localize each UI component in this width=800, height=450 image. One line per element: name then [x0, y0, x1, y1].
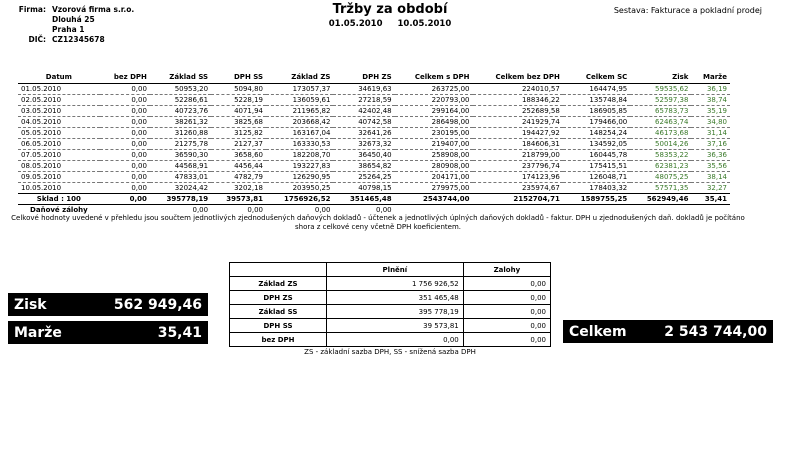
table-cell: 21275,78	[150, 139, 211, 150]
table-cell: 126290,95	[266, 172, 333, 183]
sum-cell: 35,41	[691, 194, 730, 205]
tax-cell-label: DPH SS	[230, 319, 327, 333]
table-cell: 4071,94	[211, 106, 266, 117]
dic-label: DIČ:	[28, 35, 46, 44]
table-row	[18, 150, 730, 161]
table-cell: 186905,85	[563, 106, 630, 117]
table-cell: 32641,26	[333, 128, 394, 139]
table-cell: 3202,18	[211, 183, 266, 194]
tax-cell-plneni: 1 756 926,52	[327, 277, 464, 291]
firma-label: Firma:	[18, 5, 46, 14]
table-cell: 36,19	[691, 84, 730, 95]
table-cell: 164474,95	[563, 84, 630, 95]
table-header	[18, 72, 730, 84]
tax-cell-zalohy: 0,00	[463, 305, 550, 319]
table-cell: 178403,32	[563, 183, 630, 194]
celkem-label: Celkem	[569, 323, 627, 340]
table-cell: 194427,92	[473, 128, 563, 139]
table-cell: 05.05.2010	[18, 128, 100, 139]
table-cell: 280908,00	[395, 161, 473, 172]
table-cell: 188346,22	[473, 95, 563, 106]
table-cell: 258908,00	[395, 150, 473, 161]
table-cell: 34619,63	[333, 84, 394, 95]
table-cell: 230195,00	[395, 128, 473, 139]
table-cell: 279975,00	[395, 183, 473, 194]
table-cell: 57571,35	[630, 183, 691, 194]
tax-body	[230, 277, 551, 347]
table-cell: 2127,37	[211, 139, 266, 150]
sum-cell: 395778,19	[150, 194, 211, 205]
sum-cell: 562949,46	[630, 194, 691, 205]
table-cell: 235974,67	[473, 183, 563, 194]
table-cell: 182208,70	[266, 150, 333, 161]
table-cell: 224010,57	[473, 84, 563, 95]
table-cell: 163330,53	[266, 139, 333, 150]
sum-cell: 0,00	[100, 194, 150, 205]
table-row	[18, 172, 730, 183]
table-cell: 0,00	[100, 84, 150, 95]
tax-cell-plneni: 0,00	[327, 333, 464, 347]
tax-row	[230, 291, 551, 305]
table-cell: 286498,00	[395, 117, 473, 128]
table-cell: 211965,82	[266, 106, 333, 117]
tax-cell-zalohy: 0,00	[463, 319, 550, 333]
column-header: Marže	[691, 72, 730, 84]
report-type: Sestava: Fakturace a pokladní prodej	[613, 6, 762, 15]
table-cell: 25264,25	[333, 172, 394, 183]
table-cell: 32024,42	[150, 183, 211, 194]
table-cell: 31260,88	[150, 128, 211, 139]
tax-footnote: ZS - základní sazba DPH, SS - snížená sazba DPH	[304, 348, 476, 356]
table-cell: 32,27	[691, 183, 730, 194]
column-header: Základ ZS	[266, 72, 333, 84]
table-cell: 06.05.2010	[18, 139, 100, 150]
tax-cell-label: bez DPH	[230, 333, 327, 347]
table-cell: 163167,04	[266, 128, 333, 139]
table-cell: 62381,23	[630, 161, 691, 172]
zisk-box	[8, 293, 208, 316]
celkem-box	[563, 320, 773, 343]
tax-cell-label: Základ ZS	[230, 277, 327, 291]
table-cell: 58353,22	[630, 150, 691, 161]
tax-cell-zalohy: 0,00	[463, 291, 550, 305]
dz-cell: 0,00	[247, 206, 264, 214]
zisk-value: 562 949,46	[113, 296, 202, 313]
table-cell: 160445,78	[563, 150, 630, 161]
table-cell: 40798,15	[333, 183, 394, 194]
table-cell: 10.05.2010	[18, 183, 100, 194]
table-cell: 38654,82	[333, 161, 394, 172]
table-row	[18, 117, 730, 128]
tax-row	[230, 277, 551, 291]
marze-label: Marže	[14, 324, 62, 341]
table-cell: 173057,37	[266, 84, 333, 95]
column-header: bez DPH	[100, 72, 150, 84]
tax-cell-label: Základ SS	[230, 305, 327, 319]
company-city: Praha 1	[52, 25, 85, 34]
table-cell: 220793,00	[395, 95, 473, 106]
company-info	[5, 5, 137, 45]
table-cell: 0,00	[100, 106, 150, 117]
table-cell: 4782,79	[211, 172, 266, 183]
dz-cell: 0,00	[314, 206, 331, 214]
table-cell: 135748,84	[563, 95, 630, 106]
table-cell: 48075,25	[630, 172, 691, 183]
table-row	[18, 95, 730, 106]
table-cell: 42402,48	[333, 106, 394, 117]
company-street: Dlouhá 25	[52, 15, 95, 24]
table-cell: 299164,00	[395, 106, 473, 117]
table-cell: 219407,00	[395, 139, 473, 150]
tax-corner	[230, 263, 327, 277]
table-cell: 62463,74	[630, 117, 691, 128]
table-cell: 241929,74	[473, 117, 563, 128]
report-period	[250, 19, 530, 29]
column-header: Datum	[18, 72, 100, 84]
table-cell: 32673,32	[333, 139, 394, 150]
table-cell: 46173,68	[630, 128, 691, 139]
table-cell: 27218,59	[333, 95, 394, 106]
column-header: DPH ZS	[333, 72, 394, 84]
table-cell: 126048,71	[563, 172, 630, 183]
table-row	[18, 139, 730, 150]
table-cell: 0,00	[100, 128, 150, 139]
sum-cell: 2543744,00	[395, 194, 473, 205]
table-cell: 52597,38	[630, 95, 691, 106]
column-header: Celkem s DPH	[395, 72, 473, 84]
table-row	[18, 183, 730, 194]
table-cell: 34,80	[691, 117, 730, 128]
table-cell: 5228,19	[211, 95, 266, 106]
table-cell: 203950,25	[266, 183, 333, 194]
report-title: Tržby za období	[332, 2, 448, 17]
table-cell: 36590,30	[150, 150, 211, 161]
table-cell: 134592,05	[563, 139, 630, 150]
table-cell: 36,36	[691, 150, 730, 161]
sum-row	[18, 194, 730, 205]
table-cell: 4456,44	[211, 161, 266, 172]
dz-cell: 0,00	[192, 206, 209, 214]
table-row	[18, 106, 730, 117]
sum-cell: 1589755,25	[563, 194, 630, 205]
tax-col-plneni: Plnění	[327, 263, 464, 277]
sales-table	[18, 72, 730, 215]
tax-col-zalohy: Zalohy	[463, 263, 550, 277]
table-cell: 263725,00	[395, 84, 473, 95]
table-cell: 193227,83	[266, 161, 333, 172]
table-cell: 50953,20	[150, 84, 211, 95]
zisk-label: Zisk	[14, 296, 47, 313]
table-cell: 47833,01	[150, 172, 211, 183]
table-cell: 3125,82	[211, 128, 266, 139]
table-cell: 35,19	[691, 106, 730, 117]
tax-cell-plneni: 39 573,81	[327, 319, 464, 333]
table-cell: 3658,60	[211, 150, 266, 161]
company-name: Vzorová firma s.r.o.	[52, 5, 135, 14]
company-dic: CZ12345678	[52, 35, 105, 44]
sum-cell: 2152704,71	[473, 194, 563, 205]
table-cell: 0,00	[100, 117, 150, 128]
table-cell: 01.05.2010	[18, 84, 100, 95]
table-cell: 0,00	[100, 139, 150, 150]
table-cell: 59535,62	[630, 84, 691, 95]
celkem-value: 2 543 744,00	[664, 323, 767, 340]
column-header: Celkem bez DPH	[473, 72, 563, 84]
tax-row	[230, 319, 551, 333]
table-cell: 09.05.2010	[18, 172, 100, 183]
table-cell: 08.05.2010	[18, 161, 100, 172]
table-cell: 252689,58	[473, 106, 563, 117]
sum-cell: 351465,48	[333, 194, 394, 205]
table-row	[18, 84, 730, 95]
marze-value: 35,41	[157, 324, 202, 341]
table-body	[18, 84, 730, 216]
table-cell: 40723,76	[150, 106, 211, 117]
table-cell: 204171,00	[395, 172, 473, 183]
tax-cell-zalohy: 0,00	[463, 333, 550, 347]
table-cell: 35,56	[691, 161, 730, 172]
table-cell: 65783,73	[630, 106, 691, 117]
table-cell: 07.05.2010	[18, 150, 100, 161]
table-cell: 02.05.2010	[18, 95, 100, 106]
table-cell: 0,00	[100, 95, 150, 106]
tax-cell-plneni: 395 778,19	[327, 305, 464, 319]
table-cell: 0,00	[100, 183, 150, 194]
tax-cell-label: DPH ZS	[230, 291, 327, 305]
table-cell: 237796,74	[473, 161, 563, 172]
table-cell: 44568,91	[150, 161, 211, 172]
dz-cell: 0,00	[376, 206, 392, 214]
tax-row	[230, 305, 551, 319]
column-header: Celkem SC	[563, 72, 630, 84]
table-cell: 04.05.2010	[18, 117, 100, 128]
table-cell: 36450,40	[333, 150, 394, 161]
date-to: 10.05.2010	[397, 19, 452, 29]
table-cell: 184606,31	[473, 139, 563, 150]
tax-cell-plneni: 351 465,48	[327, 291, 464, 305]
column-header: Základ SS	[150, 72, 211, 84]
table-cell: 38,14	[691, 172, 730, 183]
table-cell: 38,74	[691, 95, 730, 106]
tax-cell-zalohy: 0,00	[463, 277, 550, 291]
column-header: Zisk	[630, 72, 691, 84]
table-cell: 175415,51	[563, 161, 630, 172]
table-cell: 3825,68	[211, 117, 266, 128]
marze-box	[8, 321, 208, 344]
table-cell: 31,14	[691, 128, 730, 139]
table-row	[18, 128, 730, 139]
explanatory-note: Celkové hodnoty uvedené v přehledu jsou součtem jednotlivých zjednodušených daňových dokladů - účtenek a jednotlivých úplných daňových dokladů - faktur. DPH u zjednodušených daň. dokladů je počítáno shora z celkové ceny včetně DPH koeficientem.	[11, 214, 745, 231]
table-cell: 0,00	[100, 150, 150, 161]
table-cell: 0,00	[100, 161, 150, 172]
date-from: 01.05.2010	[328, 19, 383, 29]
sum-cell: 1756926,52	[266, 194, 333, 205]
table-cell: 38261,32	[150, 117, 211, 128]
table-cell: 5094,80	[211, 84, 266, 95]
table-cell: 52286,61	[150, 95, 211, 106]
column-header: DPH SS	[211, 72, 266, 84]
table-cell: 218799,00	[473, 150, 563, 161]
table-cell: 179466,00	[563, 117, 630, 128]
table-cell: 37,16	[691, 139, 730, 150]
table-cell: 148254,24	[563, 128, 630, 139]
table-cell: 136059,61	[266, 95, 333, 106]
sum-cell: Sklad : 100	[18, 194, 100, 205]
table-cell: 50014,26	[630, 139, 691, 150]
table-cell: 03.05.2010	[18, 106, 100, 117]
table-cell: 0,00	[100, 172, 150, 183]
tax-summary-table	[229, 262, 551, 347]
table-cell: 174123,96	[473, 172, 563, 183]
tax-row	[230, 333, 551, 347]
dz-label: Daňové zálohy	[30, 206, 88, 214]
sum-cell: 39573,81	[211, 194, 266, 205]
table-cell: 40742,58	[333, 117, 394, 128]
table-cell: 203668,42	[266, 117, 333, 128]
table-row	[18, 161, 730, 172]
